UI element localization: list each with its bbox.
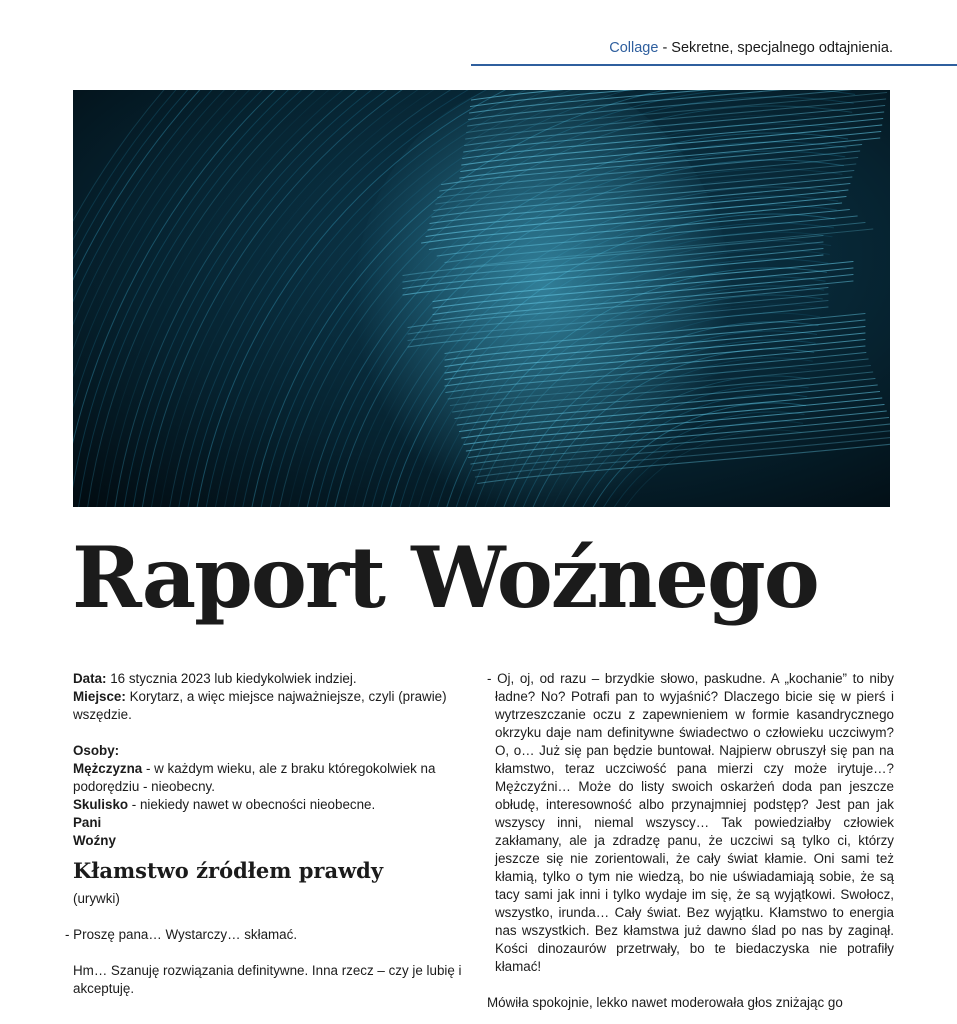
date-label: Data: — [73, 671, 107, 686]
section-note: (urywki) — [73, 891, 120, 906]
paragraph: - Oj, oj, od razu – brzydkie słowo, paskudne. A „kochanie” to niby ładne? No? Potrafi pan to wyjaśnić? Dlaczego bicie się w pierś i wytrzeszczanie oczu z zapewnieniem w formie kasandrycznego okrzyku daje nam definitywne świadectwo o człowieku uczciwym? O, o… Już się pan będzie buntował. Najpierw obruszył się pan na kłamstwo, teraz uczciwość pana mierzi czy może irytuje…? Mężczyźni… Może do listy swoich oskarżeń doda pan jeszcze obłudę, interesowność albo przynajmniej podstęp? Jest pan jak wszyscy inni, niemal wszyscy… Tak powiedziałby człowiek zakłamany, ale ja zdradzę panu, że uczciwi są tylko ci, którzy jeszcze się nie zorientowali, że cały świat kłamie. Oni sami też kłamią, tylko o tym nie wiedzą, bo nie uświadamiają sobie, że są tacy sami jak inni i tylko wydaje im się, że są wyjątkowi. Swołocz, wszystko, irunda… Cały świat. Bez wyjątku. Kłamstwo to energia nas wszystkich. Bez kłamstwa już dawno ślad po nas by zaginął. Kości dinozaurów przetrwały, bo te biedaczyska nie potrafiły kłamać! — [487, 671, 894, 974]
place-label: Miejsce: — [73, 689, 126, 704]
date-value: 16 stycznia 2023 lub kiedykolwiek indziej. — [106, 671, 357, 686]
persons-label: Osoby: — [73, 743, 120, 758]
place-line — [73, 688, 473, 724]
hero-image — [73, 90, 890, 507]
person-name: Woźny — [73, 833, 116, 848]
header-brand: Collage — [609, 40, 659, 56]
person-name: Mężczyzna — [73, 761, 143, 776]
person-item — [73, 832, 473, 850]
person-item — [73, 814, 473, 832]
person-desc: - niekiedy nawet w obecności nieobecne. — [128, 797, 376, 812]
person-name: Skulisko — [73, 797, 129, 812]
face-line-art-image — [73, 90, 890, 507]
dialogue-line: - Proszę pana… Wystarczy… skłamać. — [65, 927, 298, 942]
person-item — [73, 796, 473, 814]
left-column — [65, 670, 473, 998]
date-line — [73, 670, 473, 688]
place-value: Korytarz, a więc miejsce najważniejsze, czyli (prawie) wszędzie. — [73, 689, 447, 722]
person-item — [73, 760, 473, 796]
section-heading: Kłamstwo źródłem prawdy — [73, 858, 384, 883]
person-desc: - w każdym wieku, ale z braku któregokolwiek na podorędziu - nieobecny. — [73, 761, 436, 794]
right-column — [487, 670, 894, 1012]
header-bar — [471, 40, 957, 66]
page-title: Raport Woźnego — [72, 528, 818, 627]
person-name: Pani — [73, 815, 102, 830]
header-text — [609, 40, 893, 56]
paragraph: Mówiła spokojnie, lekko nawet moderowała głos zniżając go — [487, 995, 843, 1010]
header-tagline: - Sekretne, specjalnego odtajnienia. — [658, 40, 893, 56]
paragraph: Hm… Szanuję rozwiązania definitywne. Inna rzecz – czy je lubię i akceptuję. — [73, 963, 462, 996]
